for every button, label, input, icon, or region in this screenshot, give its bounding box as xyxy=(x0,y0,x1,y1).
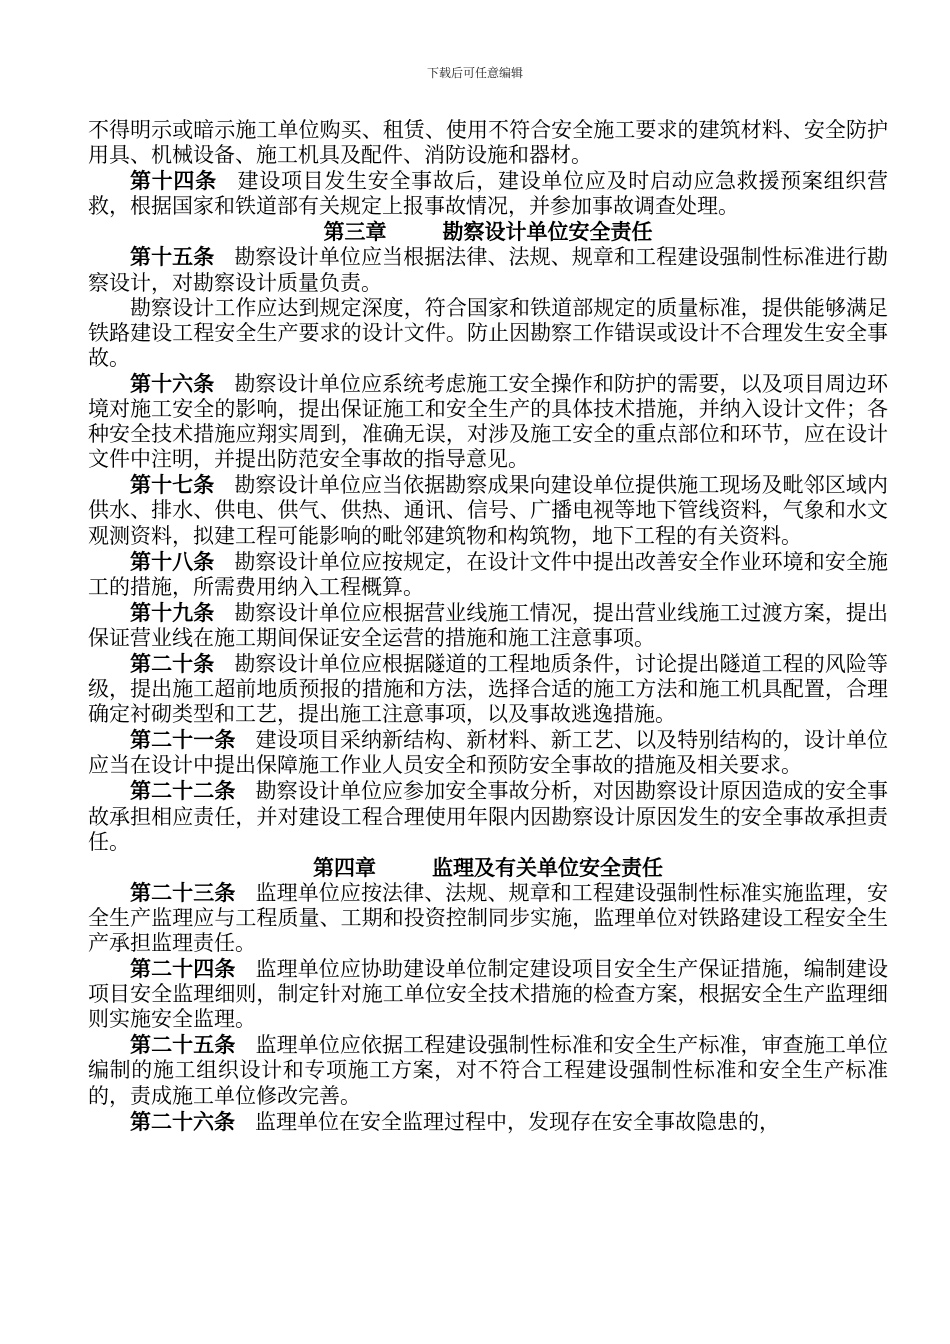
paragraph xyxy=(88,244,888,295)
paragraph-text: 勘察设计单位应根据隧道的工程地质条件，讨论提出隧道工程的风险等级，提出施工超前地质预报的措施和方法，选择合适的施工方法和施工机具配置，合理确定衬砌类型和工艺，提出施工注意事项，以及事故逃逸措施。 xyxy=(88,651,888,727)
paragraph xyxy=(88,600,888,651)
article-number: 第十四条 xyxy=(130,168,217,194)
article-number: 第二十二条 xyxy=(130,778,236,804)
paragraph-text: 勘察设计单位应参加安全事故分析，对因勘察设计原因造成的安全事故承担相应责任，并对建设工程合理使用年限内因勘察设计原因发生的安全事故承担责任。 xyxy=(88,779,889,854)
paragraph-text: 勘察设计单位应根据营业线施工情况，提出营业线施工过渡方案，提出保证营业线在施工期间保证安全运营的措施和施工注意事项。 xyxy=(88,600,888,650)
paragraph xyxy=(88,778,888,854)
article-number: 第十八条 xyxy=(130,548,215,574)
paragraph xyxy=(88,1109,888,1135)
chapter-number: 第四章 xyxy=(313,854,376,880)
paragraph-text: 监理单位应按法律、法规、规章和工程建设强制性标准实施监理，安全生产监理应与工程质量、工期和投资控制同步实施，监理单位对铁路建设工程安全生产承担监理责任。 xyxy=(88,880,889,955)
paragraph xyxy=(88,651,888,727)
paragraph-text: 勘察设计单位应当依据勘察成果向建设单位提供施工现场及毗邻区域内供水、排水、供电、供气、供热、通讯、信号、广播电视等地下管线资料，气象和水文观测资料，拟建工程可能影响的毗邻建筑物和构筑物，地下工程的有关资料。 xyxy=(88,473,888,548)
chapter-heading xyxy=(88,855,888,880)
article-number: 第二十三条 xyxy=(130,879,236,905)
paragraph xyxy=(88,1032,888,1108)
paragraph xyxy=(88,549,888,600)
paragraph xyxy=(88,472,888,548)
article-number: 第二十五条 xyxy=(130,1032,236,1058)
chapter-number: 第三章 xyxy=(323,219,387,245)
paragraph-text: 监理单位应协助建设单位制定建设项目安全生产保证措施，编制建设项目安全监理细则，制定针对施工单位安全技术措施的检查方案，根据安全生产监理细则实施安全监理。 xyxy=(88,957,889,1032)
article-number: 第十七条 xyxy=(130,472,215,498)
paragraph-text: 勘察设计单位应按规定，在设计文件中提出改善安全作业环境和安全施工的措施，所需费用纳入工程概算。 xyxy=(88,549,888,599)
paragraph xyxy=(88,727,888,778)
paragraph xyxy=(88,296,888,371)
paragraph-text: 不得明示或暗示施工单位购买、租赁、使用不符合安全施工要求的建筑材料、安全防护用具、机械设备、施工机具及配件、消防设施和器材。 xyxy=(88,118,888,168)
chapter-title: 勘察设计单位安全责任 xyxy=(442,219,653,245)
paragraph-text: 建设项目采纳新结构、新材料、新工艺、以及特别结构的，设计单位应当在设计中提出保障施工作业人员安全和预防安全事故的措施及相关要求。 xyxy=(88,728,889,778)
paragraph xyxy=(88,118,888,168)
paragraph xyxy=(88,956,888,1032)
paragraph-text: 监理单位在安全监理过程中，发现存在安全事故隐患的， xyxy=(255,1109,780,1134)
paragraph xyxy=(88,880,888,956)
paragraph-text: 建设项目发生安全事故后，建设单位应及时启动应急救援预案组织营救，根据国家和铁道部有关规定上报事故情况，并参加事故调查处理。 xyxy=(88,169,889,219)
paragraph-text: 勘察设计单位应当根据法律、法规、规章和工程建设强制性标准进行勘察设计，对勘察设计质量负责。 xyxy=(88,245,888,295)
article-number: 第十五条 xyxy=(130,244,215,270)
article-number: 第二十六条 xyxy=(130,1108,235,1134)
article-number: 第十六条 xyxy=(130,370,215,396)
chapter-heading xyxy=(88,219,888,244)
article-number: 第二十条 xyxy=(130,650,215,676)
paragraph xyxy=(88,168,888,219)
paragraph xyxy=(88,371,888,472)
paragraph-text: 勘察设计单位应系统考虑施工安全操作和防护的需要，以及项目周边环境对施工安全的影响，提出保证施工和安全生产的具体技术措施，并纳入设计文件；各种安全技术措施应翔实周到，准确无误，对涉及施工安全的重点部位和环节，应在设计文件中注明，并提出防范安全事故的指导意见。 xyxy=(88,371,888,472)
article-number: 第十九条 xyxy=(130,599,215,625)
document-body xyxy=(88,118,888,1135)
paragraph-text: 勘察设计工作应达到规定深度，符合国家和铁道部规定的质量标准，提供能够满足铁路建设工程安全生产要求的设计文件。防止因勘察工作错误或设计不合理发生安全事故。 xyxy=(88,295,888,370)
chapter-title: 监理及有关单位安全责任 xyxy=(432,854,663,880)
article-number: 第二十一条 xyxy=(130,727,236,753)
paragraph-text: 监理单位应依据工程建设强制性标准和安全生产标准，审查施工单位编制的施工组织设计和专项施工方案，对不符合工程建设强制性标准和安全生产标准的，责成施工单位修改完善。 xyxy=(88,1033,889,1108)
article-number: 第二十四条 xyxy=(130,956,236,982)
page-header: 下载后可任意编辑 xyxy=(426,66,523,80)
